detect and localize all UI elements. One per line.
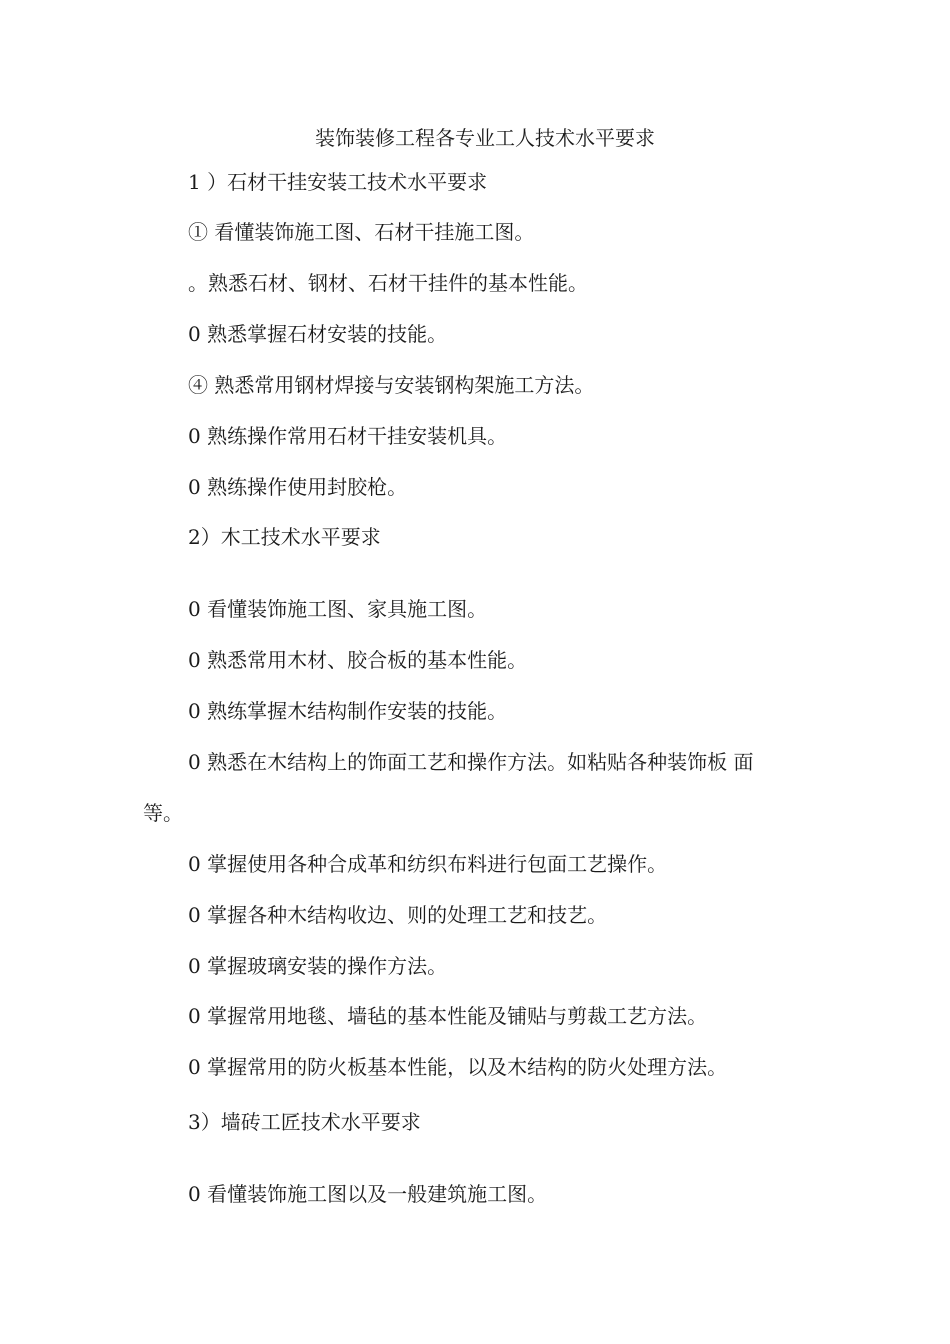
list-item: 0 掌握常用地毯、墙毡的基本性能及铺贴与剪裁工艺方法。 [188,1004,708,1028]
section-heading-carpentry: 2）木工技术水平要求 [188,525,381,549]
list-item: 0 掌握玻璃安装的操作方法。 [188,954,448,978]
list-item: 0 看懂装饰施工图、家具施工图。 [188,597,488,621]
list-item: 0 掌握常用的防火板基本性能，以及木结构的防火处理方法。 [188,1055,728,1079]
list-item: 0 熟悉在木结构上的饰面工艺和操作方法。如粘贴各种装饰板 面 [188,750,754,774]
list-item: 0 熟练操作常用石材干挂安装机具。 [188,424,508,448]
list-item: 。熟悉石材、钢材、石材干挂件的基本性能。 [188,271,588,295]
list-item: 0 掌握使用各种合成革和纺织布料进行包面工艺操作。 [188,852,668,876]
list-item: 0 看懂装饰施工图以及一般建筑施工图。 [188,1182,548,1206]
section-heading-stone: 1 ）石材干挂安装工技术水平要求 [188,170,488,194]
list-item: 0 熟悉掌握石材安装的技能。 [188,322,448,346]
list-item: ④ 熟悉常用钢材焊接与安装钢构架施工方法。 [188,373,595,397]
list-item: 0 熟悉常用木材、胶合板的基本性能。 [188,648,528,672]
list-item: 0 掌握各种木结构收边、则的处理工艺和技艺。 [188,903,608,927]
list-item: 0 熟练掌握木结构制作安装的技能。 [188,699,508,723]
list-item: 0 熟练操作使用封胶枪。 [188,475,408,499]
section-heading-tile: 3）墙砖工匠技术水平要求 [188,1110,421,1134]
list-item: ① 看懂装饰施工图、石材干挂施工图。 [188,220,535,244]
document-title: 装饰装修工程各专业工人技术水平要求 [315,126,655,150]
list-item-continuation: 等。 [143,801,183,825]
